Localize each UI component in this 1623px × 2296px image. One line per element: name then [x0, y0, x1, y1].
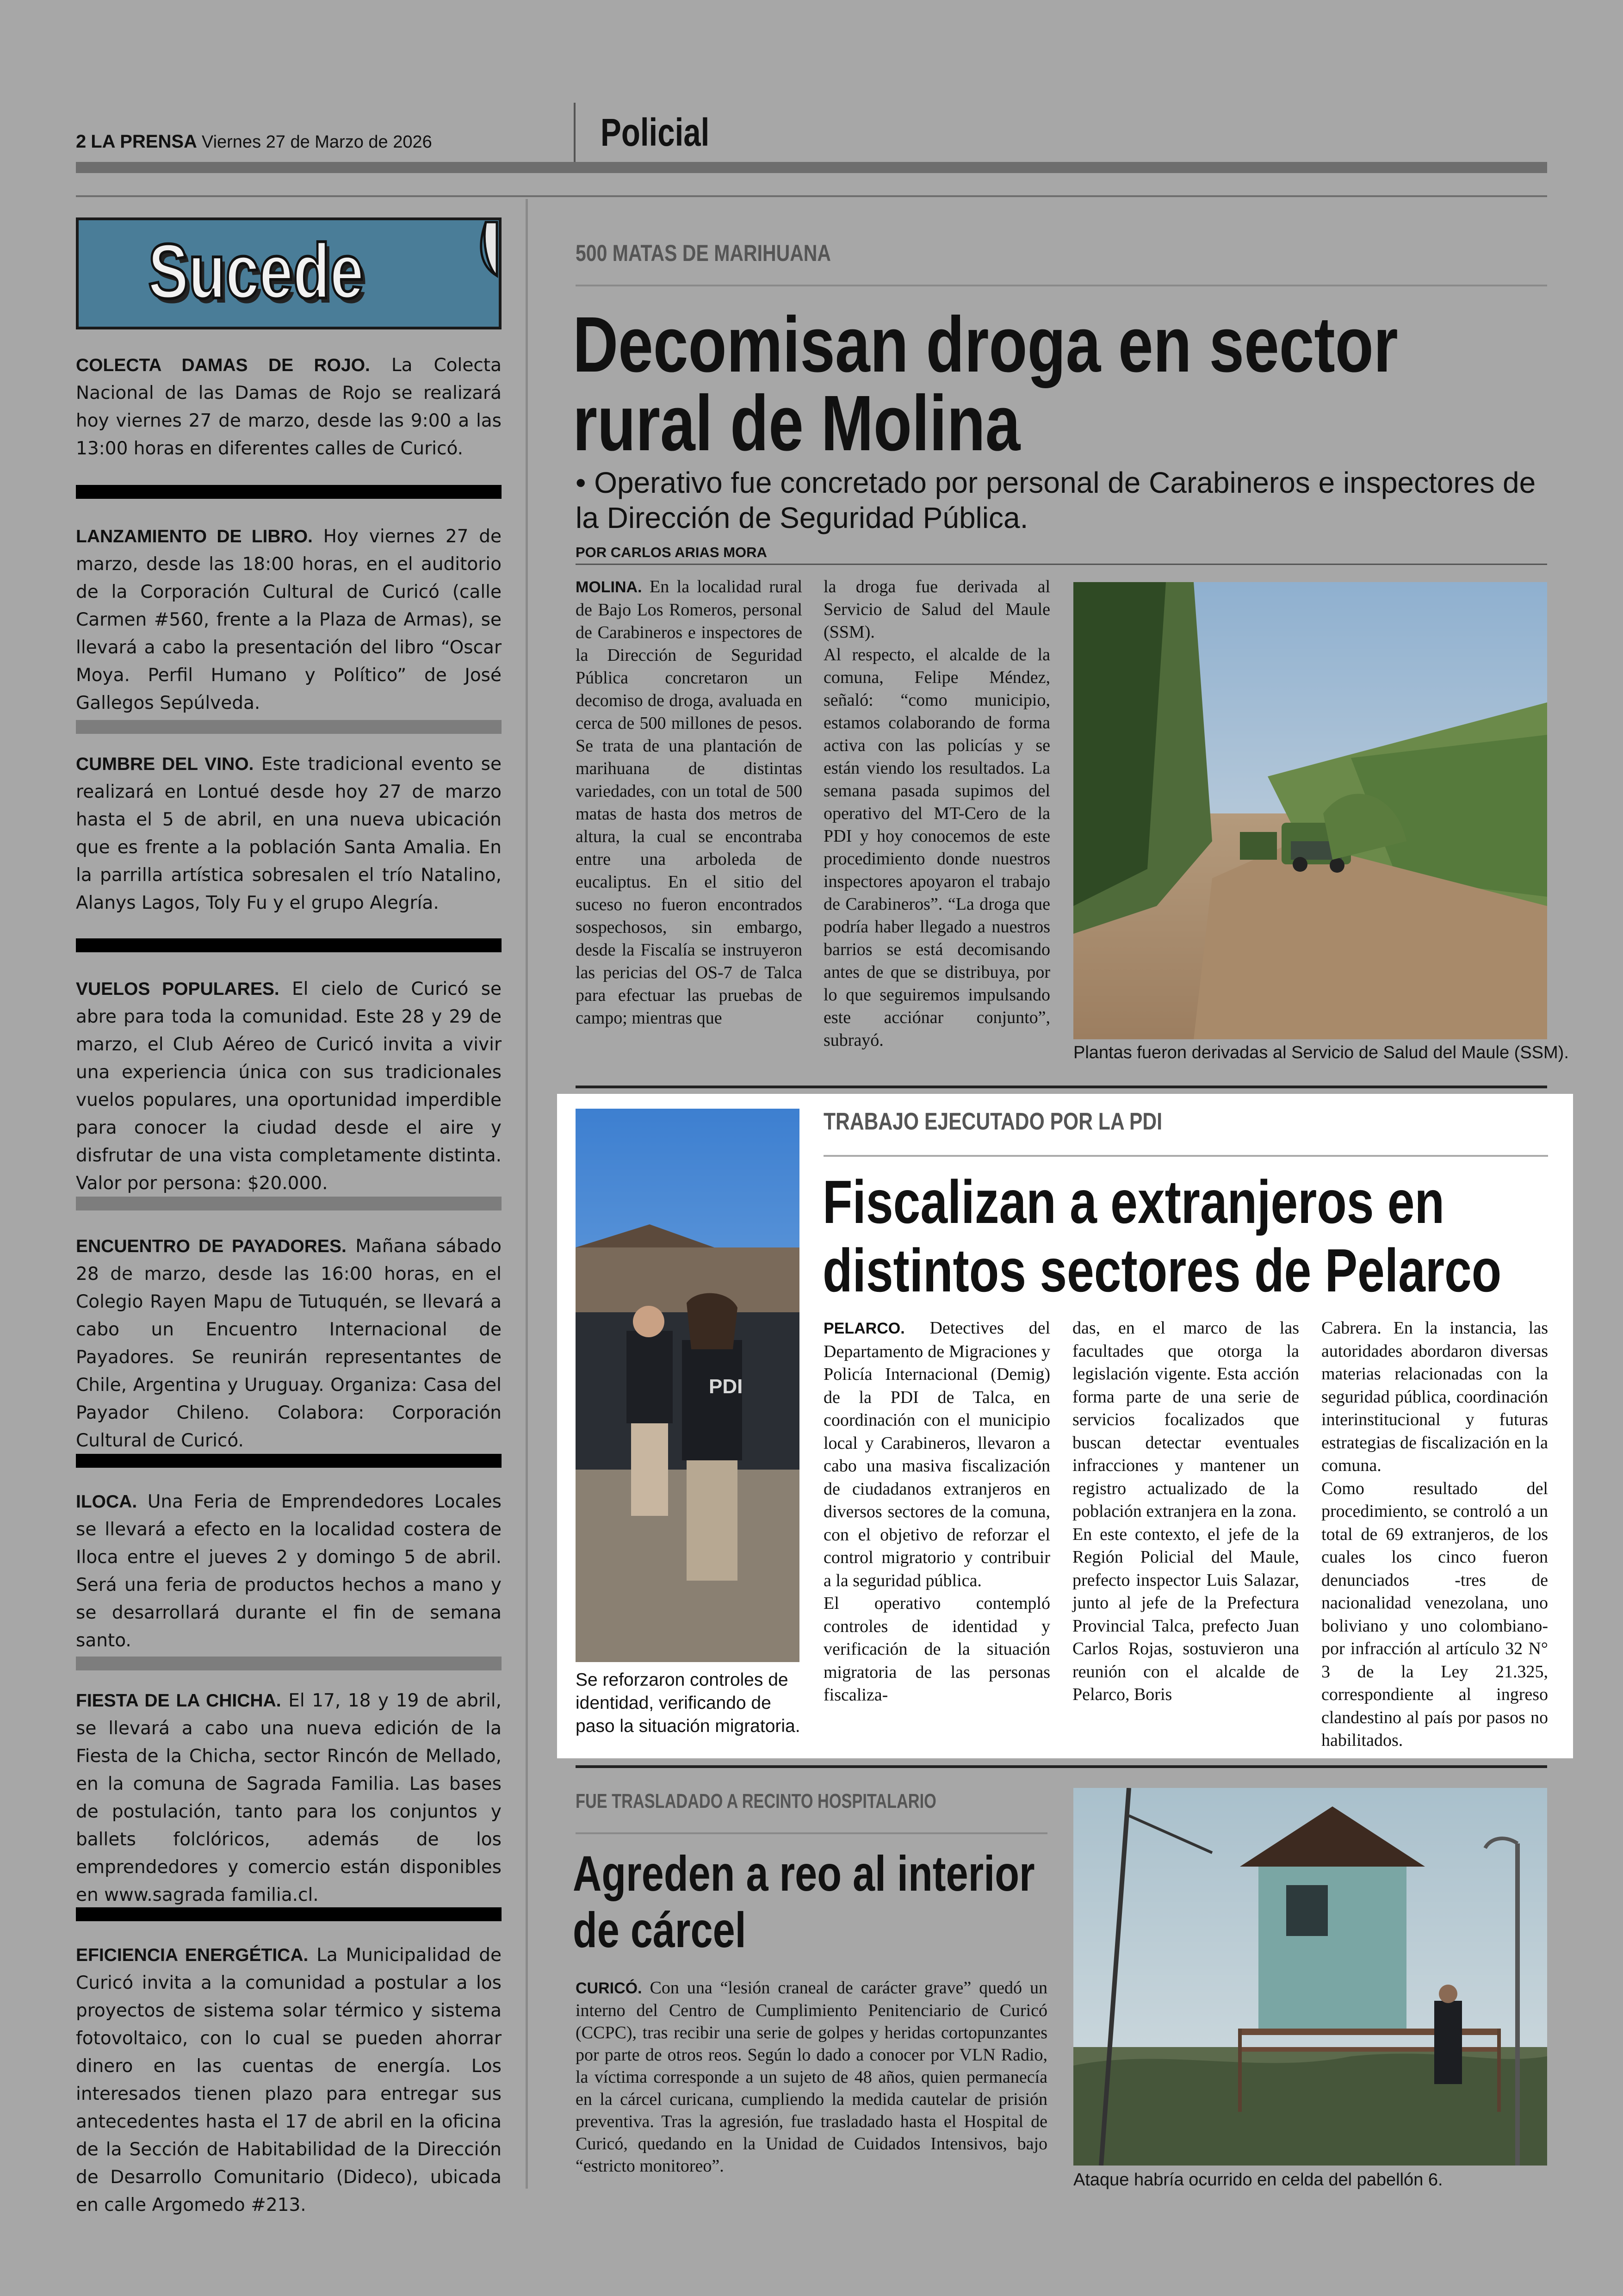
sucede-item: VUELOS POPULARES. El cielo de Curicó se abre para toda la comunidad. Este 28 y 29 de marzo, el Club Aéreo de Curicó invita a vivir una experiencia única con sus tradicionales vuelos populares, una oportunidad imperdible para conocer la ciudad desde el aire y disfrutar de una vista completamente distinta. Valor por persona: $20.000.	[76, 979, 502, 1194]
story3-body: CURICÓ. Con una “lesión craneal de carácter grave” quedó un interno del Centro de Cumplimiento Penitenciario de Curicó (CCPC), tras recibir una serie de golpes y heridas cortopunzantes por parte de otros reos. Según lo dado a conocer por VLN Radio, la víctima corresponde a un sujeto de 48 años, quien permanecía en la cárcel curicana, cumpliendo la medida cautelar de prisión preventiva. Tras la agresión, fue trasladado hasta el Hospital de Curicó, quedando en la Unidad de Cuidados Intensivos, bajo “estricto monitoreo”.	[576, 1978, 1047, 2176]
story1-column-2: la droga fue derivada al Servicio de Salud del Maule (SSM). Al respecto, el alcalde de la comuna, Felipe Méndez, señaló: “como municipio, estamos colaborando de forma activa con las policías y se están viendo los resultados. La semana pasada supimos del operativo del MT-Cero de la PDI y hoy conocemos de este procedimiento donde nuestros inspectores apoyaron el trabajo de Carabineros”. “La droga que podría haber llegado a nuestros barrios se está decomisando antes de que se distribuya, por lo que seguiremos impulsando este acciónar conjunto”, subrayó.	[824, 577, 1050, 1050]
story1-summary: • Operativo fue concretado por personal de Carabineros e inspectores de la Dirección de Seguridad Pública.	[576, 466, 1536, 534]
item-divider	[76, 938, 502, 952]
sucede-item: COLECTA DAMAS DE ROJO. La Colecta Nacional de las Damas de Rojo se realizará hoy viernes 27 de marzo, desde las 9:00 a las 13:00 horas en diferentes calles de Curicó.	[76, 355, 502, 459]
item-divider	[76, 1454, 502, 1468]
item-divider	[76, 720, 502, 734]
story1-column-1: MOLINA. En la localidad rural de Bajo Los Romeros, personal de Carabineros e inspectores de la Dirección de Seguridad Pública concretaron un decomiso de droga, avaluada en cerca de 500 millones de pesos. Se trata de una plantación de marihuana de distintas variedades, con un total de 500 matas de hasta dos metros de altura, la cual se encontraba entre una arboleda de eucaliptus. En el sitio del suceso no fueron encontrados sospechosos, sin embargo, desde la Fiscalía se instruyeron las pericias del OS-7 de Talca para efectuar las pruebas de campo; mientras que	[576, 577, 802, 1028]
story2-headline: Fiscalizan a extranjeros en distintos sectores de Pelarco	[823, 1168, 1502, 1304]
header-thin-rule	[76, 195, 1547, 197]
story1-headline: Decomisan droga en sector rural de Molina	[573, 301, 1398, 467]
page-header	[76, 130, 432, 152]
story2-column-1: PELARCO. Detectives del Departamento de Migraciones y Policía Internacional (Demig) de la PDI de Talca, en coordinación con el municipio local y Carabineros, llevaron a cabo una masiva fiscalización de ciudadanos extranjeros en diversos sectores de la comuna, con el objetivo de reforzar el control migratorio y contribuir a la seguridad pública. El operativo contempló controles de identidad y verificación de la situación migratoria de las personas fiscaliza-	[824, 1318, 1050, 1705]
header-divider	[574, 103, 576, 162]
story1-caption: Plantas fueron derivadas al Servicio de Salud del Maule (SSM).	[1073, 1043, 1569, 1062]
sucede-item: ENCUENTRO DE PAYADORES. Mañana sábado 28 de marzo, desde las 16:00 horas, en el Colegio Rayen Mapu de Tutuquén, se llevará a cabo un Encuentro Internacional de Payadores. Se reunirán representantes de Chile, Argentina y Uruguay. Organiza: Casa del Payador Chileno. Colabora: Corporación Cultural de Curicó.	[76, 1236, 502, 1451]
story3-headline: Agreden a reo al interior de cárcel	[573, 1845, 1035, 1958]
byline-rule	[576, 564, 1547, 565]
sucede-item: CUMBRE DEL VINO. Este tradicional evento se realizará en Lontué desde hoy 27 de marzo hasta el 5 de abril, en una nueva ubicación que es frente a la población Santa Amalia. En la parrilla artística sobresalen el trío Natalino, Alanys Lagos, Toly Fu y el grupo Alegría.	[76, 754, 502, 913]
story-divider	[576, 1086, 1547, 1088]
story3-caption: Ataque habría ocurrido en celda del pabellón 6.	[1073, 2170, 1443, 2190]
story2-photo	[576, 1109, 799, 1662]
story2-column-2: das, en el marco de las facultades que otorga la legislación vigente. Esta acción forma parte de una serie de servicios focalizados que buscan detectar eventuales infracciones y mantener un registro actualizado de la población extranjera en la zona. En este contexto, el jefe de la Región Policial del Maule, prefecto inspector Luis Salazar, junto al jefe de la Prefectura Provincial Talca, prefecto Juan Carlos Rojas, sostuvieron una reunión con el alcalde de Pelarco, Boris	[1072, 1318, 1299, 1704]
story1-byline: POR CARLOS ARIAS MORA	[576, 544, 767, 560]
story-divider	[576, 1765, 1547, 1768]
sucede-item: ILOCA. Una Feria de Emprendedores Locales se llevará a efecto en la localidad costera de Iloca entre el jueves 2 y domingo 5 de abril. Será una feria de productos hechos a mano y se desarrollará durante el fin de semana santo.	[76, 1491, 502, 1651]
story2-kicker: TRABAJO EJECUTADO POR LA PDI	[824, 1108, 1163, 1135]
pdi-vest-label: PDI	[709, 1375, 743, 1398]
item-divider	[76, 485, 502, 499]
page-number: 2	[76, 131, 87, 152]
item-divider	[76, 1657, 502, 1670]
sucede-item: FIESTA DE LA CHICHA. El 17, 18 y 19 de abril, se llevará a cabo una nueva edición de la Fiesta de la Chicha, sector Rincón de Mellado, en la comuna de Sagrada Familia. Las bases de postulación, tanto para los conjuntos y ballets folclóricos, además de los emprendedores y comercio están disponibles en www.sagrada familia.cl.	[76, 1690, 502, 1905]
story1-kicker: 500 MATAS DE MARIHUANA	[576, 240, 831, 266]
sucede-title: Sucede	[148, 228, 364, 315]
sucede-item: LANZAMIENTO DE LIBRO. Hoy viernes 27 de marzo, desde las 18:00 horas, en el auditorio de la Corporación Cultural de Curicó (calle Carmen #560, frente a la Plaza de Armas), se llevará a cabo la presentación del libro “Oscar Moya. Perfil Humano y Político” de José Gallegos Sepúlveda.	[76, 526, 502, 714]
story1-photo	[1073, 582, 1547, 1039]
item-divider	[76, 1197, 502, 1210]
story3-kicker: FUE TRASLADADO A RECINTO HOSPITALARIO	[576, 1790, 936, 1812]
column-rule	[526, 199, 528, 2189]
kicker-rule	[824, 1155, 1548, 1157]
kicker-rule	[576, 1832, 1047, 1834]
issue-date: Viernes 27 de Marzo de 2026	[201, 132, 432, 152]
item-divider	[76, 1907, 502, 1921]
header-rule	[76, 162, 1547, 173]
story2-caption: Se reforzaron controles de identidad, verificando de paso la situación migratoria.	[576, 1670, 800, 1736]
section-title: Policial	[601, 111, 710, 154]
kicker-rule	[576, 285, 1547, 286]
story3-photo	[1073, 1788, 1547, 2166]
story2-column-3: Cabrera. En la instancia, las autoridades abordaron diversas materias relacionadas con la seguridad pública, coordinación interinstitucional y futuras estrategias de fiscalización en la comuna. Como resultado del procedimiento, se controló a un total de 69 extranjeros, de los cuales los cinco fueron denunciados -tres de nacionalidad venezolana, uno boliviano y uno colombiano- por infracción al artículo 32 N° 3 de la Ley 21.325, correspondiente al ingreso clandestino al país por pasos no habilitados.	[1321, 1318, 1548, 1750]
sucede-item: EFICIENCIA ENERGÉTICA. La Municipalidad de Curicó invita a la comunidad a postular a los proyectos de sistema solar térmico y sistema fotovoltaico, con lo cual se pueden ahorrar dinero en las cuentas de energía. Los interesados tienen plazo para entregar sus antecedentes hasta el 17 de abril en la oficina de la Sección de Habitabilidad de la Dirección de Desarrollo Comunitario (Dideco), ubicada en calle Argomedo #213.	[76, 1945, 502, 2215]
paper-name: LA PRENSA	[91, 131, 197, 152]
